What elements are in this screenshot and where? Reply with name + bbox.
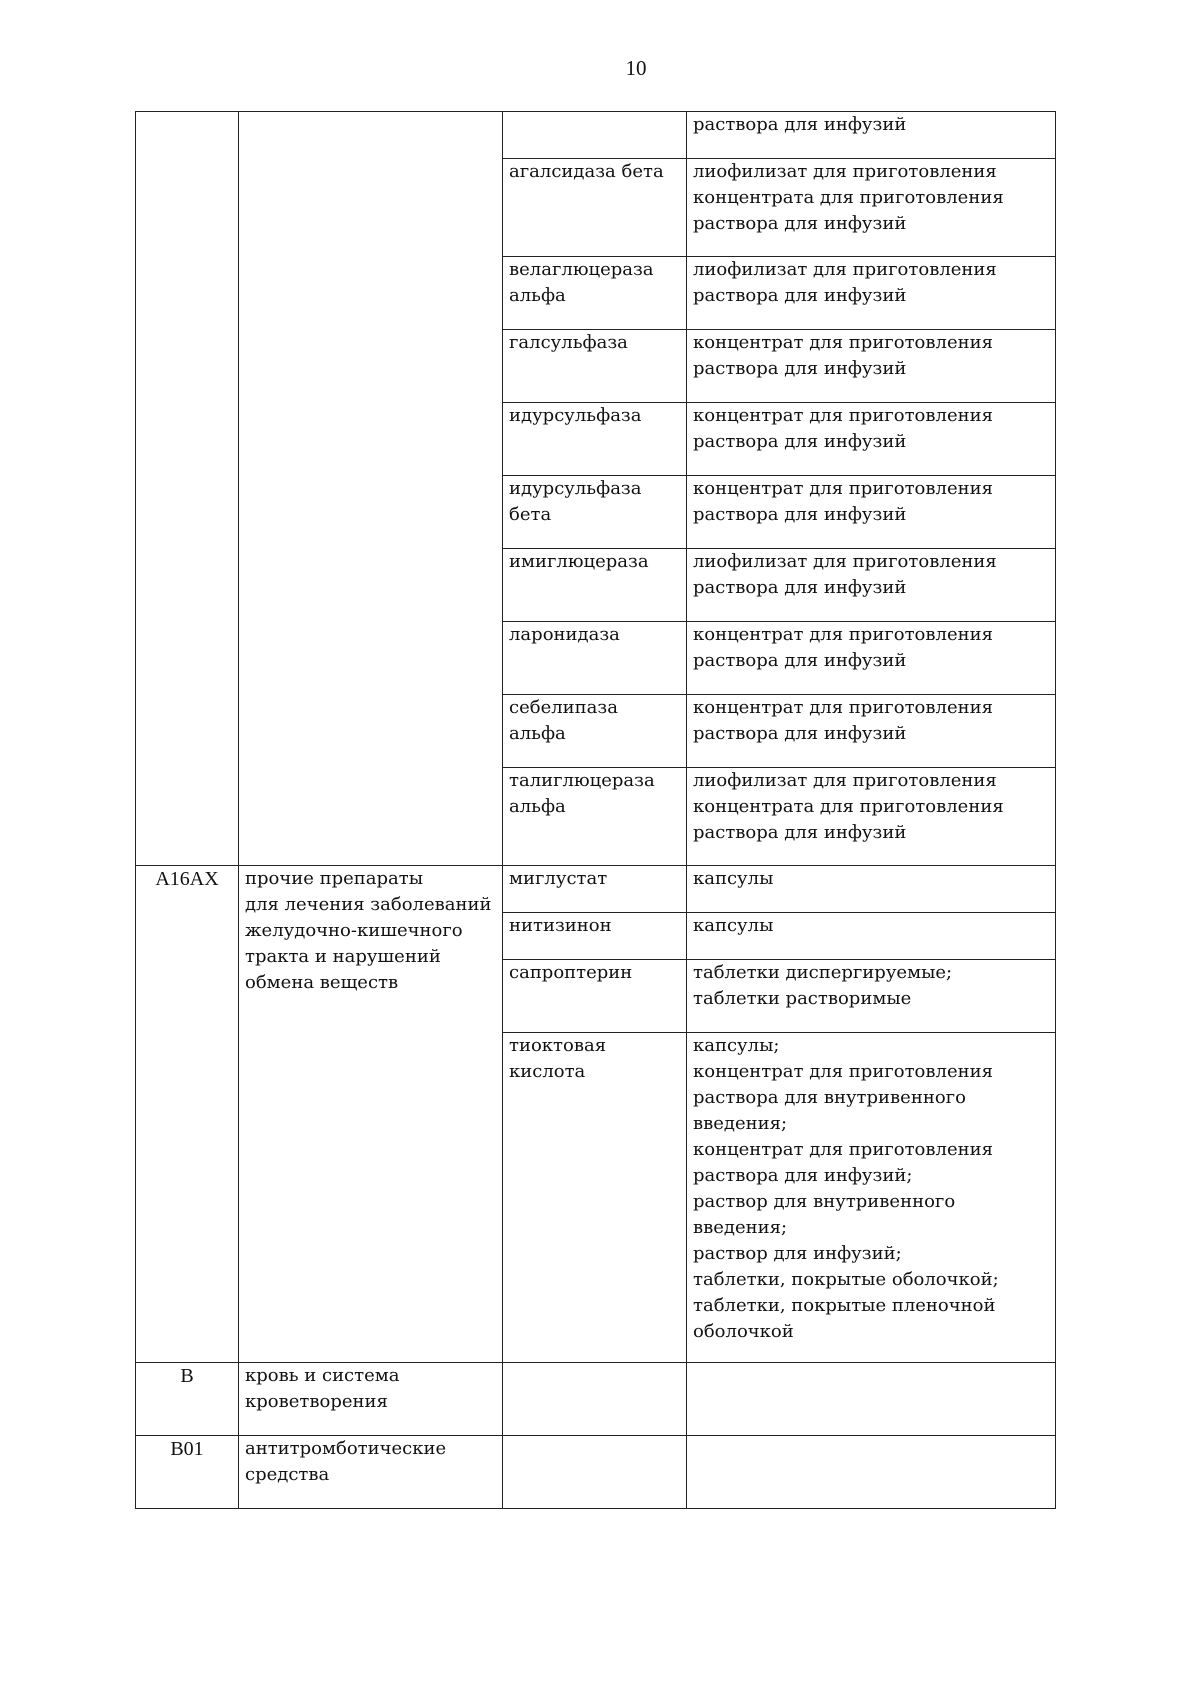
dosage-form: лиофилизат для приготовления концентрата для приготовления раствора для инфузий <box>687 768 1056 866</box>
group-name-cell <box>239 112 503 866</box>
dosage-form: лиофилизат для приготовления раствора для инфузий <box>687 257 1056 330</box>
drug-name: ларонидаза <box>503 622 687 695</box>
table-row <box>136 1436 1056 1509</box>
dosage-form: лиофилизат для приготовления раствора для инфузий <box>687 549 1056 622</box>
atc-code: A16AX <box>136 866 239 1363</box>
dosage-form: концентрат для приготовления раствора для инфузий <box>687 695 1056 768</box>
dosage-form: лиофилизат для приготовления концентрата для приготовления раствора для инфузий <box>687 159 1056 257</box>
drug-name: себелипаза альфа <box>503 695 687 768</box>
table-row <box>136 112 1056 159</box>
dosage-form: капсулы <box>687 913 1056 960</box>
drug-name: талиглюцераза альфа <box>503 768 687 866</box>
drug-name: нитизинон <box>503 913 687 960</box>
atc-code: B <box>136 1363 239 1436</box>
drug-name: идурсульфаза бета <box>503 476 687 549</box>
group-name: кровь и система кроветворения <box>239 1363 503 1436</box>
drug-table <box>135 111 1056 1509</box>
dosage-form: концентрат для приготовления раствора для инфузий <box>687 330 1056 403</box>
page-number: 10 <box>625 56 647 80</box>
dosage-form: капсулы <box>687 866 1056 913</box>
code-cell <box>136 112 239 866</box>
drug-name: тиоктовая кислота <box>503 1033 687 1363</box>
dosage-form <box>687 1363 1056 1436</box>
drug-name: галсульфаза <box>503 330 687 403</box>
atc-code: B01 <box>136 1436 239 1509</box>
dosage-form: концентрат для приготовления раствора для инфузий <box>687 403 1056 476</box>
dosage-form: концентрат для приготовления раствора для инфузий <box>687 476 1056 549</box>
table-row <box>136 866 1056 913</box>
dosage-form: концентрат для приготовления раствора для инфузий <box>687 622 1056 695</box>
drug-name: агалсидаза бета <box>503 159 687 257</box>
drug-name <box>503 1363 687 1436</box>
table-row <box>136 1363 1056 1436</box>
drug-name <box>503 1436 687 1509</box>
drug-name: велаглюцераза альфа <box>503 257 687 330</box>
drug-name: сапроптерин <box>503 960 687 1033</box>
drug-name: идурсульфаза <box>503 403 687 476</box>
dosage-form: таблетки диспергируемые; таблетки растворимые <box>687 960 1056 1033</box>
dosage-form: раствора для инфузий <box>687 112 1056 159</box>
drug-name: миглустат <box>503 866 687 913</box>
dosage-form: капсулы; концентрат для приготовления раствора для внутривенного введения; концентрат для приготовления раствора для инфузий; раствор для внутривенного введения; раствор для инфузий; таблетки, покрытые оболочкой; таблетки, покрытые пленочной оболочкой <box>687 1033 1056 1363</box>
drug-name: имиглюцераза <box>503 549 687 622</box>
group-name: прочие препараты для лечения заболеваний желудочно-кишечного тракта и нарушений обмена веществ <box>239 866 503 1363</box>
group-name: антитромботические средства <box>239 1436 503 1509</box>
dosage-form <box>687 1436 1056 1509</box>
drug-name <box>503 112 687 159</box>
